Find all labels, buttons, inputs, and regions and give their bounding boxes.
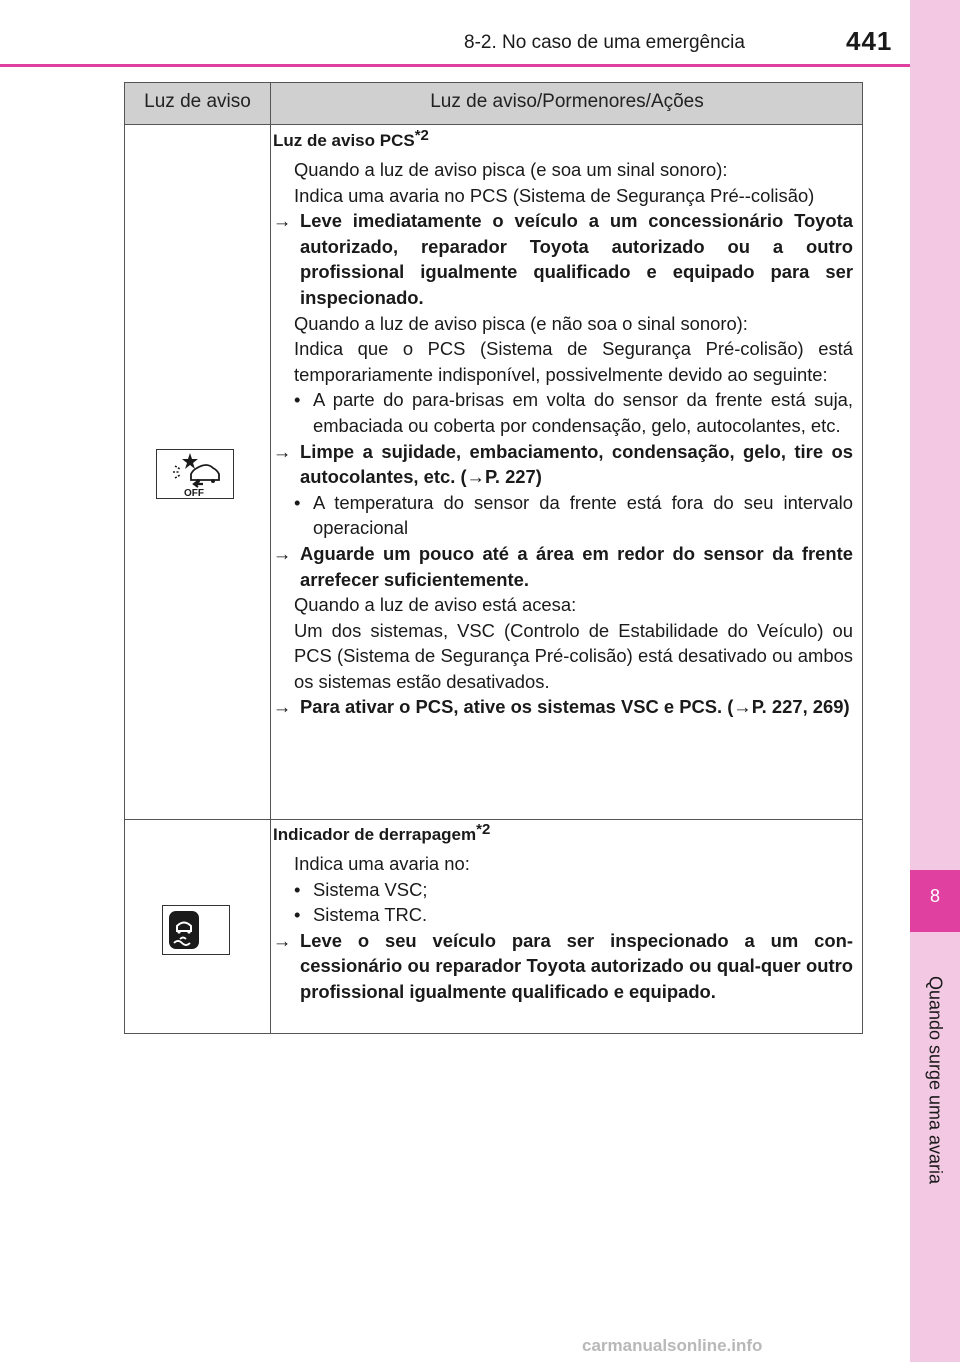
bullet-item: • A temperatura do sensor da frente está fora do seu intervalo operacional bbox=[273, 490, 853, 541]
action-item: → Aguarde um pouco até a área em redor do sensor da frente arrefecer suficientemente. bbox=[273, 542, 853, 590]
slip-indicator-icon bbox=[162, 905, 230, 955]
column-header-details: Luz de aviso/Pormenores/Ações bbox=[430, 91, 704, 112]
slip-indicator-description bbox=[273, 820, 853, 1005]
warning-lights-table bbox=[124, 82, 863, 1034]
pcs-warning-light-description bbox=[273, 126, 853, 720]
pcs-title-note: *2 bbox=[414, 127, 429, 144]
chapter-title: Quando surge uma avaria bbox=[925, 975, 946, 1185]
paragraph: Indica que o PCS (Sistema de Segurança Pré-colisão) está temporariamente indisponível, possivelmente devido ao seguinte: bbox=[294, 338, 853, 385]
action-item: → Leve imediatamente o veículo a um concessionário Toyota autorizado, reparador Toyota autorizado ou a outro profissional igualmente qualificado e equipado para ser inspecionado. bbox=[273, 210, 853, 308]
section-title: 8-2. No caso de uma emergência bbox=[464, 32, 745, 53]
pcs-icon-off-label: OFF bbox=[184, 488, 204, 498]
arrow-icon: → bbox=[273, 929, 292, 951]
page-number: 441 bbox=[846, 26, 893, 56]
column-header-warning-light: Luz de aviso bbox=[144, 91, 251, 112]
chapter-number: 8 bbox=[929, 886, 940, 906]
paragraph: Indica uma avaria no PCS (Sistema de Segurança Pré--colisão) bbox=[294, 184, 815, 206]
slip-title-note: *2 bbox=[476, 821, 491, 838]
watermark: carmanualsonline.info bbox=[582, 1336, 763, 1355]
action-item: → Leve o seu veículo para ser inspecionado a um con-cessionário ou reparador Toyota autorizado ou qual-quer outro profissional igualmente qualificado e equipado. bbox=[273, 929, 853, 1002]
column-divider bbox=[270, 83, 271, 1033]
slip-icon-graphic bbox=[163, 906, 229, 954]
paragraph: Um dos sistemas, VSC (Controlo de Estabilidade do Veículo) ou PCS (Sistema de Segurança Pré-colisão) está desativado ou ambos os sistemas estão desativados. bbox=[294, 619, 853, 692]
pcs-icon-graphic bbox=[157, 450, 233, 498]
arrow-icon: → bbox=[273, 696, 292, 718]
paragraph: Quando a luz de aviso pisca (e soa um sinal sonoro): bbox=[294, 159, 728, 180]
action-item: → Limpe a sujidade, embaciamento, condensação, gelo, tire os autocolantes, etc. (→P. 227) bbox=[273, 440, 853, 488]
slip-title-text: Indicador de derrapagem bbox=[273, 825, 477, 844]
arrow-icon: → bbox=[273, 440, 292, 462]
arrow-icon: → bbox=[273, 210, 292, 232]
slip-title bbox=[273, 820, 853, 851]
paragraph: Indica uma avaria no: bbox=[294, 853, 470, 874]
bullet-item: • Sistema VSC; bbox=[273, 877, 853, 903]
paragraph: Quando a luz de aviso pisca (e não soa o sinal sonoro): bbox=[294, 312, 748, 334]
pcs-title-text: Luz de aviso PCS bbox=[273, 131, 415, 150]
pcs-title bbox=[273, 126, 853, 157]
bullet-item: • Sistema TRC. bbox=[273, 902, 853, 928]
header-rule bbox=[0, 64, 910, 67]
action-item: → Para ativar o PCS, ative os sistemas VSC e PCS. (→P. 227, 269) bbox=[273, 694, 853, 720]
arrow-icon: → bbox=[273, 542, 292, 564]
pcs-warning-light-icon bbox=[156, 449, 234, 499]
bullet-item: • A parte do para-brisas em volta do sensor da frente está suja, embaciada ou coberta por condensação, gelo, autocolantes, etc. bbox=[273, 387, 853, 438]
paragraph: Quando a luz de aviso está acesa: bbox=[294, 594, 577, 616]
table-header bbox=[125, 83, 862, 125]
